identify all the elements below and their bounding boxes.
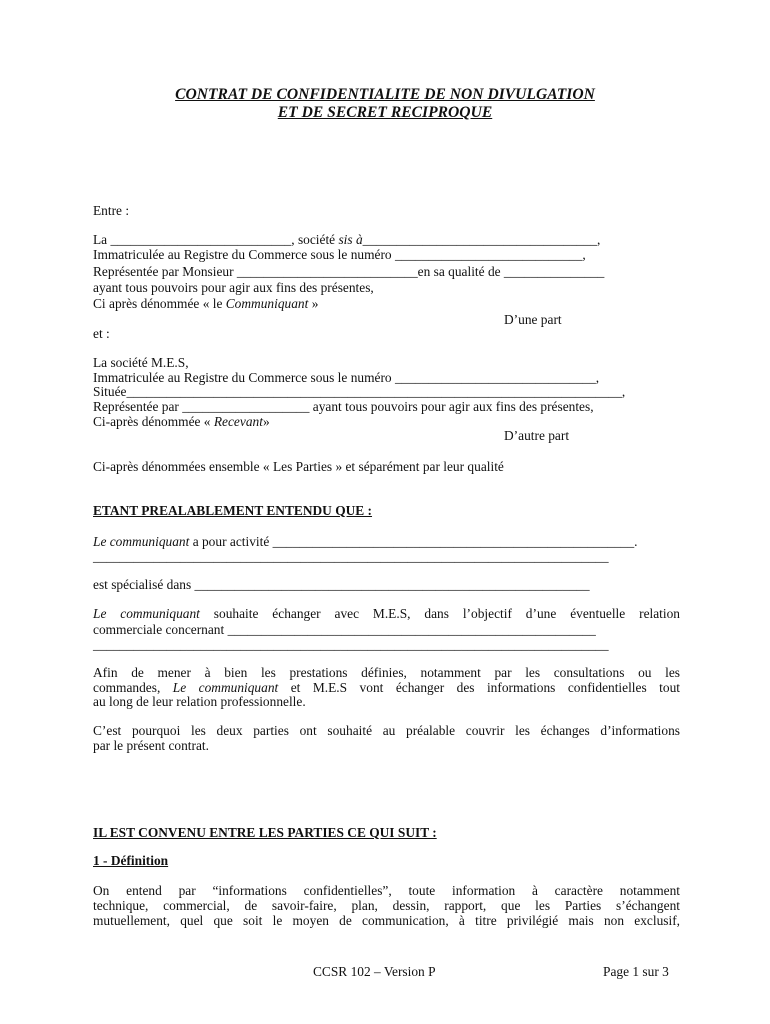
commercial-blank-line: _____________________________________________________________________________ [93, 637, 609, 652]
dautre-part-label: D’autre part [504, 428, 570, 443]
party2-registry-line: Immatriculée au Registre du Commerce sous le numéro ______________________________, [93, 370, 600, 385]
entre-label: Entre : [93, 203, 130, 218]
party2-representative-line: Représentée par ___________________ ayant tous pouvoirs pour agir aux fins des présentes, [93, 399, 594, 414]
purpose-line-2: commandes, Le communiquant et M.E.S vont échanger des informations confidentielles tout [93, 680, 680, 695]
party2-address-line: Située__________________________________________________________________________, [93, 384, 626, 399]
activity-line: Le communiquant a pour activité ______________________________________________________. [93, 534, 638, 549]
exchange-intent-line: Le communiquant souhaite échanger avec M.E.S, dans l’objectif d’une éventuelle relation [93, 606, 681, 621]
preamble-heading: ETANT PREALABLEMENT ENTENDU QUE : [93, 503, 373, 518]
party1-powers-line: ayant tous pouvoirs pour agir aux fins des présentes, [93, 280, 374, 295]
reason-line-2: par le présent contrat. [93, 738, 209, 753]
definition-line-3: mutuellement, quel que soit le moyen de communication, à titre privilégié mais non exclusif, [93, 913, 680, 928]
party2-name-line: La société M.E.S, [93, 355, 189, 370]
party1-registry-line: Immatriculée au Registre du Commerce sous le numéro ____________________________, [93, 247, 586, 262]
document-title-line-1: CONTRAT DE CONFIDENTIALITE DE NON DIVULGATION [175, 86, 595, 103]
dune-part-label: D’une part [504, 312, 562, 327]
reason-line-1: C’est pourquoi les deux parties ont souhaité au préalable couvrir les échanges d’informations [93, 723, 680, 738]
section-1-heading: 1 - Définition [93, 853, 169, 868]
party1-designation-line: Ci après dénommée « le Communiquant » [93, 296, 319, 311]
party1-name-line: La ___________________________, société sis à___________________________________, [93, 232, 601, 247]
commercial-relation-line: commerciale concernant _______________________________________________________ [93, 622, 596, 637]
party1-representative-line: Représentée par Monsieur ___________________________en sa qualité de _______________ [93, 264, 605, 279]
definition-line-2: technique, commercial, de savoir-faire, plan, dessin, rapport, que les Parties s’échangent [93, 898, 680, 913]
document-title-line-2: ET DE SECRET RECIPROQUE [277, 104, 493, 121]
parties-collective-line: Ci-après dénommées ensemble « Les Parties » et séparément par leur qualité [93, 459, 504, 474]
purpose-line-3: au long de leur relation professionnelle. [93, 694, 306, 709]
footer-document-reference: CCSR 102 – Version P [313, 964, 436, 979]
definition-line-1: On entend par “informations confidentielles”, toute information à caractère notamment [93, 883, 680, 898]
purpose-line-1: Afin de mener à bien les prestations définies, notamment par les consultations ou les [93, 665, 680, 680]
et-label: et : [93, 326, 110, 341]
specialty-line: est spécialisé dans ___________________________________________________________ [93, 577, 590, 592]
footer-page-number: Page 1 sur 3 [603, 964, 669, 979]
party2-designation-line: Ci-après dénommée « Recevant» [93, 414, 270, 429]
convention-heading: IL EST CONVENU ENTRE LES PARTIES CE QUI SUIT : [93, 825, 437, 840]
activity-blank-line: _____________________________________________________________________________ [93, 549, 609, 564]
